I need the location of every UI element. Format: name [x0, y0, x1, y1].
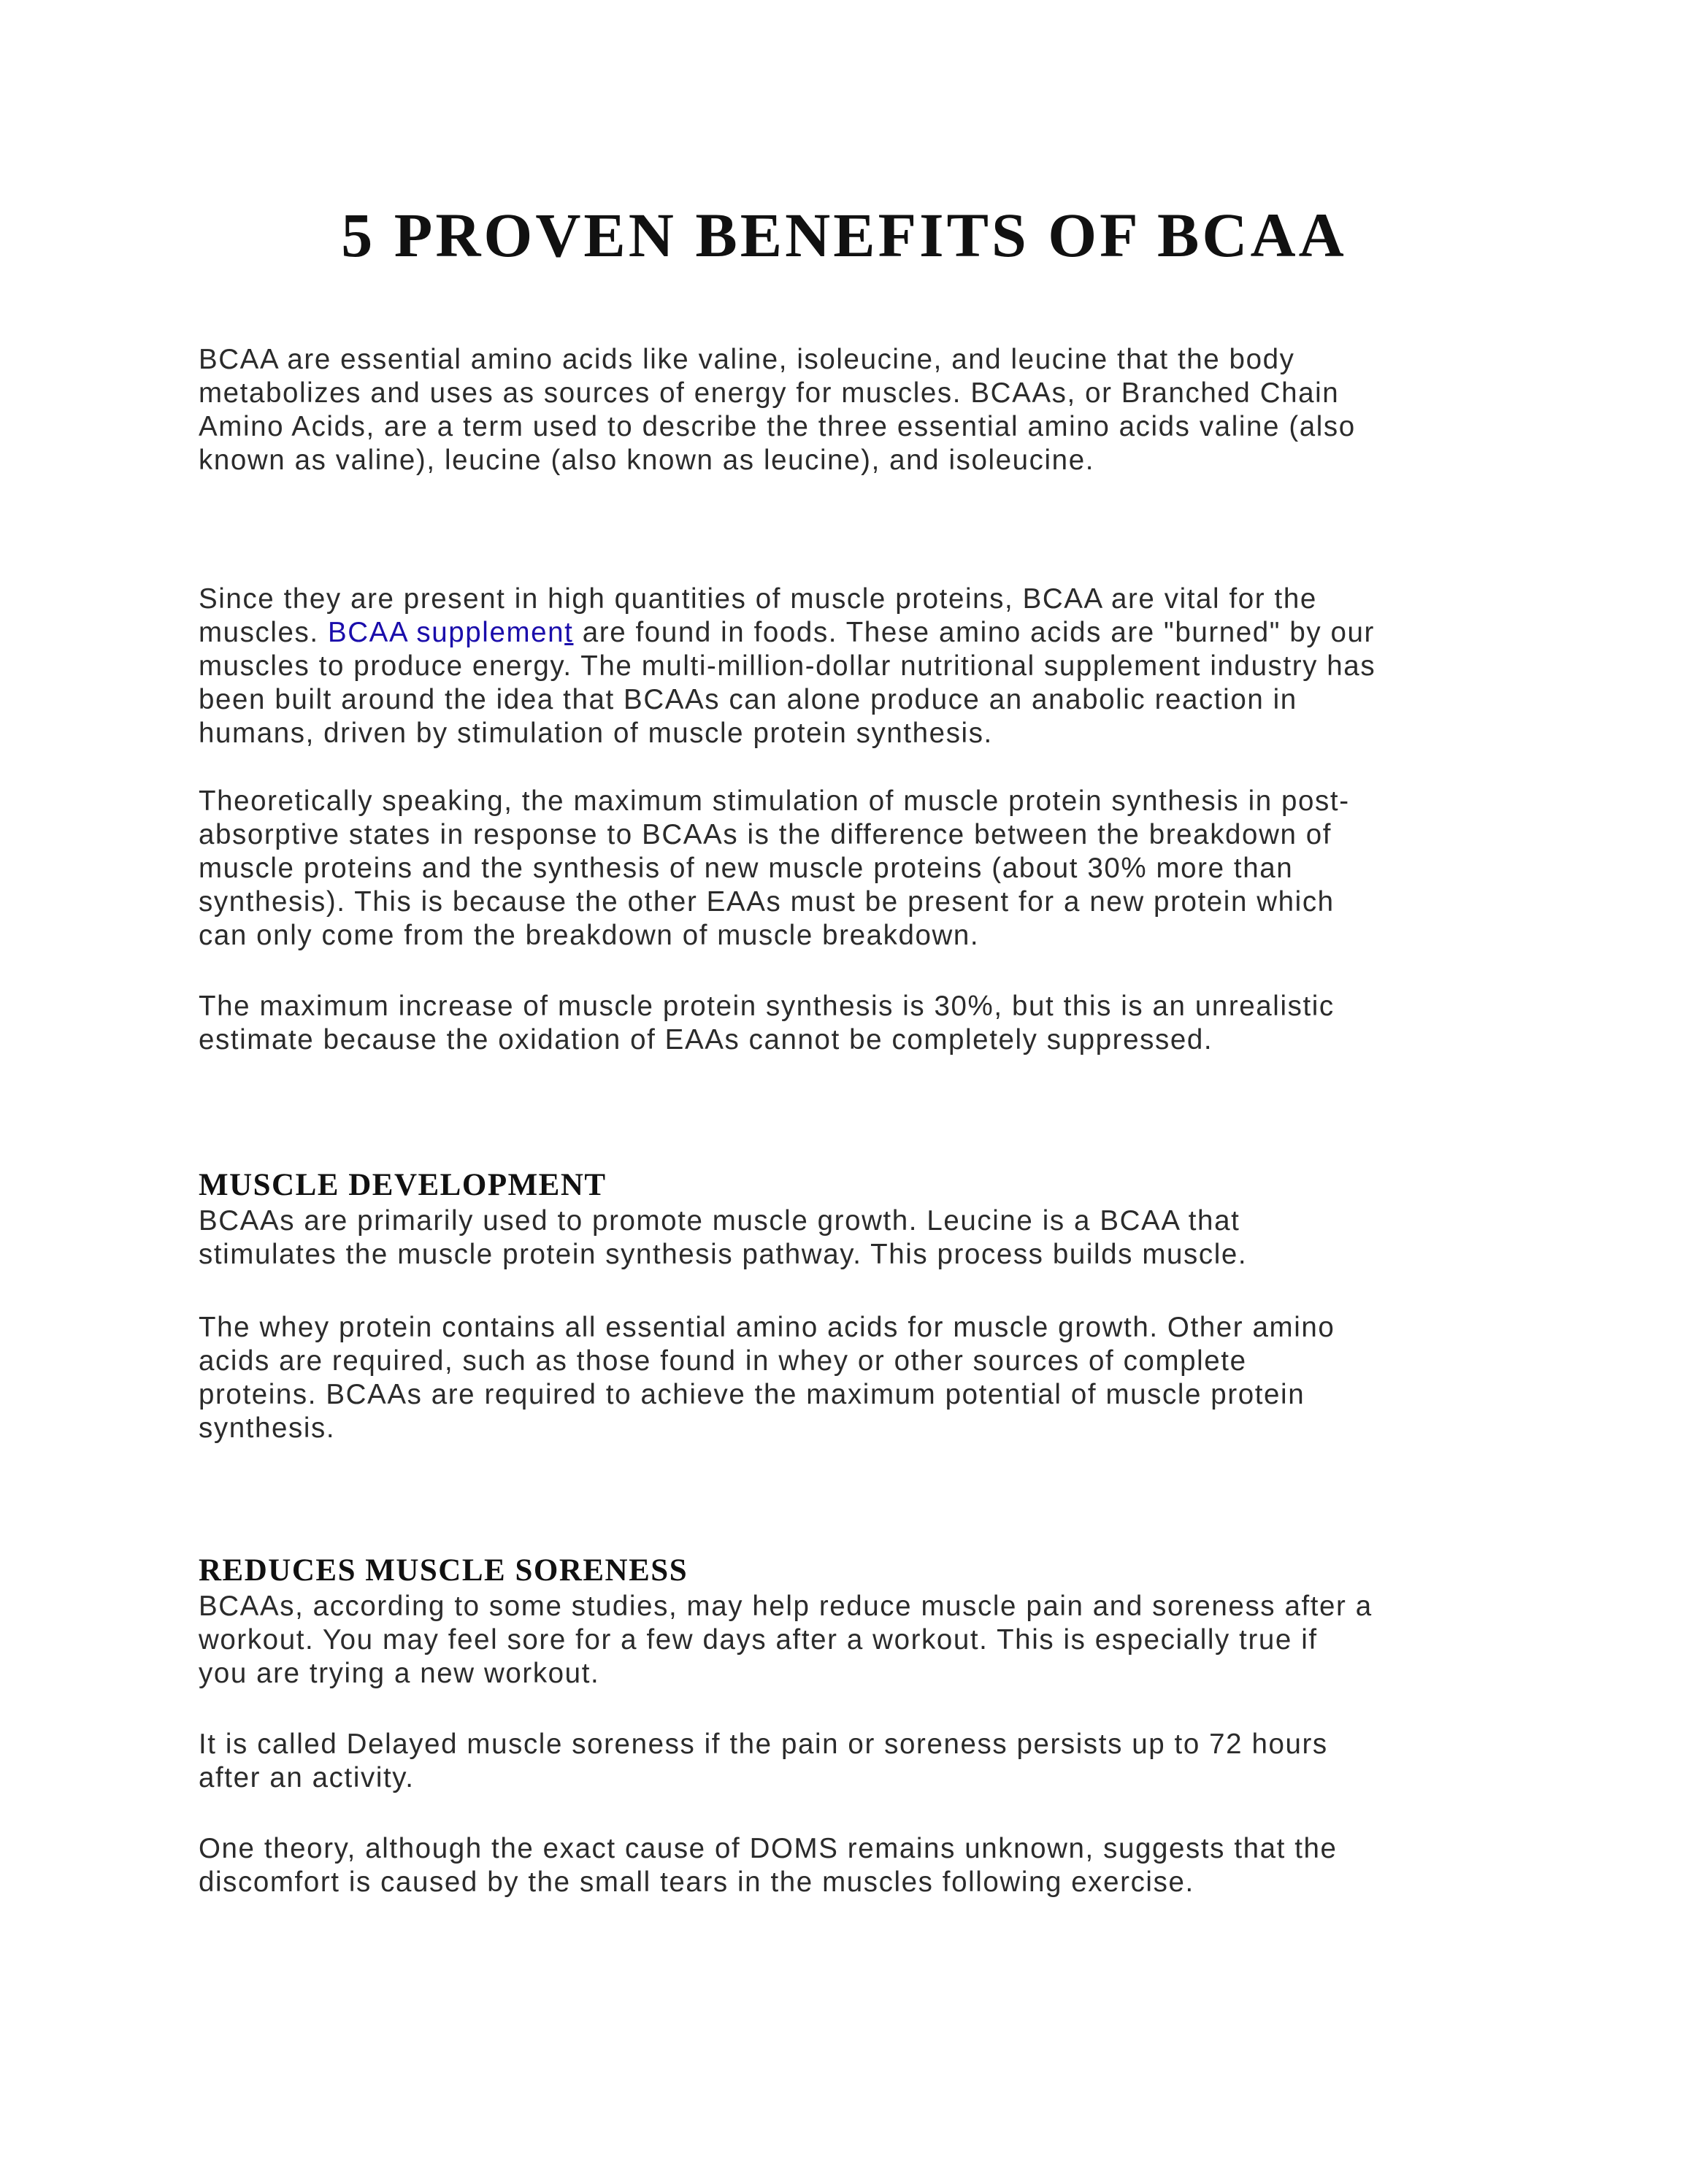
soreness-paragraph-1 — [199, 1590, 1498, 1691]
text-segment: are found in foods. These amino acids are "burned" by our — [573, 617, 1375, 648]
muscle-development-heading: MUSCLE DEVELOPMENT — [199, 1168, 607, 1202]
text-line: estimate because the oxidation of EAAs cannot be completely suppressed. — [199, 1024, 1213, 1056]
bcaa-supplement-link[interactable] — [328, 617, 573, 648]
link-text-underlined[interactable]: t — [564, 617, 574, 648]
synthesis-paragraph — [199, 785, 1498, 953]
text-line: The whey protein contains all essential amino acids for muscle growth. Other amino — [199, 1312, 1335, 1343]
soreness-paragraph-3 — [199, 1832, 1498, 1899]
text-line: muscle proteins and the synthesis of new muscle proteins (about 30% more than — [199, 853, 1294, 884]
text-line: muscles to produce energy. The multi-million-dollar nutritional supplement industry has — [199, 650, 1376, 682]
text-line: synthesis. — [199, 1412, 336, 1444]
text-line: BCAAs, according to some studies, may help reduce muscle pain and soreness after a — [199, 1591, 1373, 1622]
text-line: Since they are present in high quantities of muscle proteins, BCAA are vital for the — [199, 583, 1317, 615]
text-line: discomfort is caused by the small tears in the muscles following exercise. — [199, 1866, 1194, 1898]
text-line: absorptive states in response to BCAAs is the difference between the breakdown of — [199, 819, 1332, 850]
text-line: acids are required, such as those found in whey or other sources of complete — [199, 1345, 1247, 1377]
intro-paragraph — [199, 343, 1498, 477]
text-line: synthesis). This is because the other EAAs must be present for a new protein which — [199, 886, 1335, 918]
text-line: Amino Acids, are a term used to describe the three essential amino acids valine (also — [199, 411, 1356, 442]
text-segment: muscles. — [199, 617, 328, 648]
text-line: after an activity. — [199, 1762, 415, 1793]
text-line: known as valine), leucine (also known as leucine), and isoleucine. — [199, 445, 1095, 476]
page-title: 5 PROVEN BENEFITS OF BCAA — [341, 200, 1347, 270]
text-line: humans, driven by stimulation of muscle protein synthesis. — [199, 718, 993, 749]
muscle-development-paragraph-1 — [199, 1204, 1498, 1272]
text-line: you are trying a new workout. — [199, 1658, 600, 1689]
text-line-with-link — [199, 616, 1498, 650]
text-line: The maximum increase of muscle protein synthesis is 30%, but this is an unrealistic — [199, 991, 1335, 1022]
text-line: One theory, although the exact cause of DOMS remains unknown, suggests that the — [199, 1833, 1338, 1864]
text-line: workout. You may feel sore for a few days after a workout. This is especially true if — [199, 1624, 1318, 1656]
supplement-paragraph — [199, 582, 1498, 750]
link-text[interactable]: BCAA supplemen — [328, 617, 565, 648]
reduces-muscle-soreness-heading: REDUCES MUSCLE SORENESS — [199, 1553, 688, 1588]
text-line: been built around the idea that BCAAs can alone produce an anabolic reaction in — [199, 684, 1297, 715]
text-line: proteins. BCAAs are required to achieve the maximum potential of muscle protein — [199, 1379, 1305, 1410]
text-line: can only come from the breakdown of muscle breakdown. — [199, 920, 980, 951]
muscle-development-paragraph-2 — [199, 1311, 1498, 1445]
maximum-increase-paragraph — [199, 990, 1498, 1057]
soreness-paragraph-2 — [199, 1728, 1498, 1795]
text-line: BCAAs are primarily used to promote muscle growth. Leucine is a BCAA that — [199, 1205, 1240, 1237]
text-line: BCAA are essential amino acids like valine, isoleucine, and leucine that the body — [199, 344, 1295, 375]
text-line: It is called Delayed muscle soreness if the pain or soreness persists up to 72 hours — [199, 1729, 1328, 1760]
text-line: metabolizes and uses as sources of energy for muscles. BCAAs, or Branched Chain — [199, 377, 1340, 409]
text-line: Theoretically speaking, the maximum stimulation of muscle protein synthesis in post- — [199, 785, 1350, 817]
text-line: stimulates the muscle protein synthesis pathway. This process builds muscle. — [199, 1239, 1248, 1270]
